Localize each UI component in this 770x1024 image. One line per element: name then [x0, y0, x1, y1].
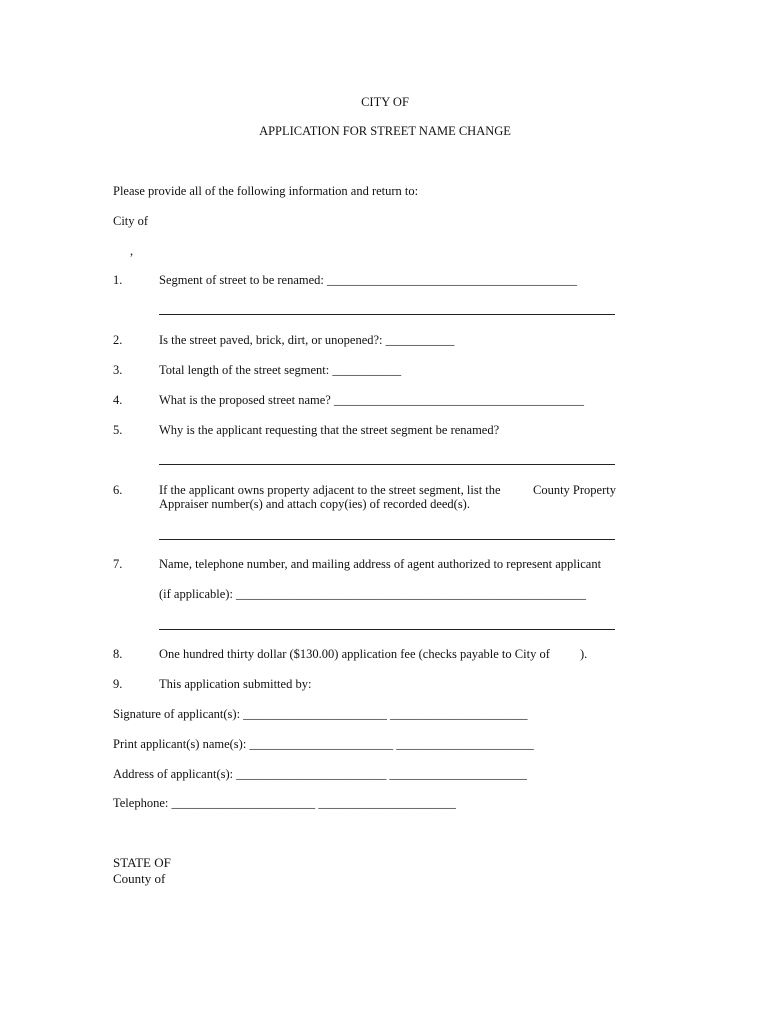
item-2-text: Is the street paved, brick, dirt, or unopened?: ___________	[159, 333, 455, 347]
state-of: STATE OF	[113, 855, 171, 870]
item-4-number: 4.	[113, 393, 123, 407]
item-6-text-line1: If the applicant owns property adjacent to the street segment, list the	[159, 483, 501, 497]
item-7-blank-line	[159, 629, 615, 630]
title-application: APPLICATION FOR STREET NAME CHANGE	[259, 124, 511, 138]
telephone-line: Telephone: _______________________ ______________________	[113, 796, 456, 810]
county-of: County of	[113, 871, 166, 886]
address-comma: ,	[130, 244, 134, 258]
item-5-blank-line	[159, 464, 615, 465]
item-5-text: Why is the applicant requesting that the street segment be renamed?	[159, 423, 500, 437]
item-5-number: 5.	[113, 423, 123, 437]
item-4-text: What is the proposed street name? ________________________________________	[159, 393, 584, 407]
title-city-of: CITY OF	[361, 95, 409, 109]
item-6-county-property: County Property	[533, 483, 616, 497]
return-to-city: City of	[113, 214, 149, 228]
item-9-number: 9.	[113, 677, 123, 691]
item-2-number: 2.	[113, 333, 123, 347]
print-name-line: Print applicant(s) name(s): _______________________ ______________________	[113, 737, 534, 751]
item-6-number: 6.	[113, 483, 123, 497]
item-7-number: 7.	[113, 557, 123, 571]
item-8-text-end: ).	[580, 647, 588, 661]
item-6-text-line2: Appraiser number(s) and attach copy(ies) of recorded deed(s).	[159, 497, 470, 511]
item-6-blank-line	[159, 539, 615, 540]
item-7-text: Name, telephone number, and mailing address of agent authorized to represent applicant	[159, 557, 602, 571]
item-9-text: This application submitted by:	[159, 677, 312, 691]
item-3-number: 3.	[113, 363, 123, 377]
item-3-text: Total length of the street segment: ___________	[159, 363, 402, 377]
address-line: Address of applicant(s): ________________________ ______________________	[113, 767, 527, 781]
item-7-if-applicable: (if applicable): ________________________________________________________	[159, 587, 587, 601]
item-1-blank-line	[159, 314, 615, 315]
signature-line: Signature of applicant(s): _______________________ ______________________	[113, 707, 528, 721]
item-1-number: 1.	[113, 273, 123, 287]
intro-instructions: Please provide all of the following information and return to:	[113, 184, 419, 198]
item-1-text: Segment of street to be renamed: ________________________________________	[159, 273, 577, 287]
item-8-text: One hundred thirty dollar ($130.00) application fee (checks payable to City of	[159, 647, 550, 661]
item-8-number: 8.	[113, 647, 123, 661]
